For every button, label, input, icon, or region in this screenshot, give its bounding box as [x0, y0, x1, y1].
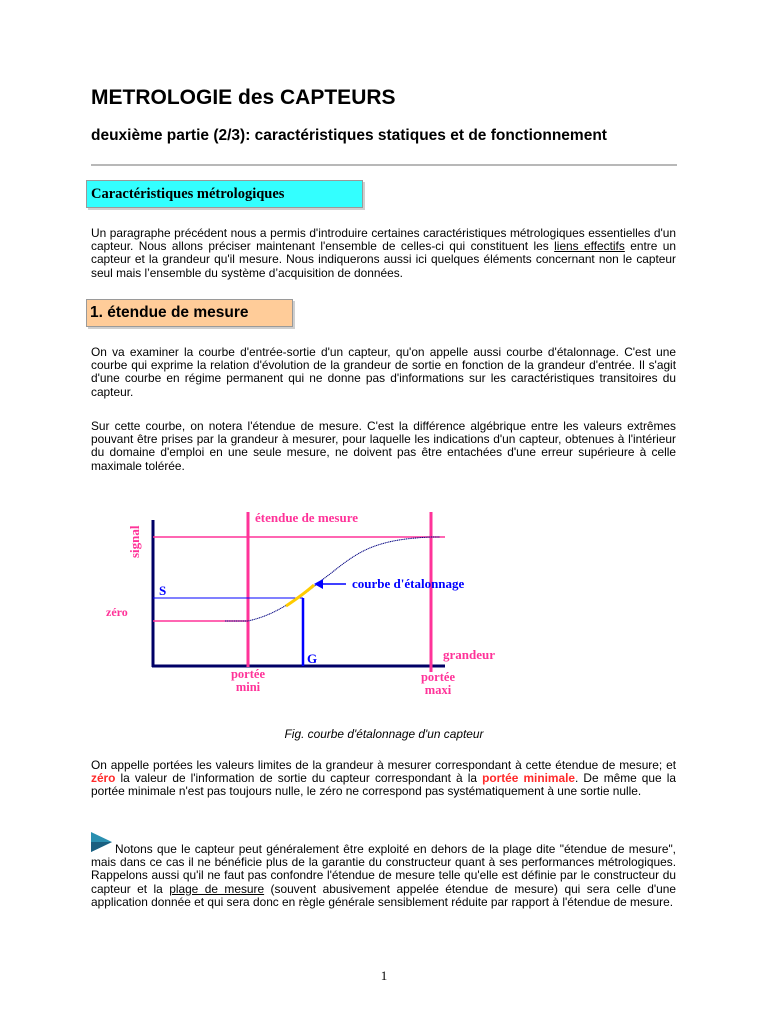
paragraph-courbe: On va examiner la courbe d'entrée-sortie d'un capteur, qu'on appelle aussi courbe d'étalonnage. C'est une courbe qui exprime la relation d'évolution de la grandeur de sortie en fonction de la grandeur d'entrée. Il s'agit d'une courbe en régime permanent qui ne donne pas d'informations sur les caractéristiques transitoires du capteur.	[91, 345, 676, 399]
note-paragraph: Notons que le capteur peut généralement être exploité en dehors de la plage dite "étendue de mesure", mais dans ce cas il ne bénéficie plus de la garantie du constructeur quant à ses performances métrologiques. Rappelons aussi qu'il ne faut pas confondre l'étendue de mesure telle qu'elle est définie par le constructeur du capteur et la plage de mesure (souvent abusivement appelée étendue de mesure) qui sera celle d'une application donnée et qui sera donc en règle générale sensiblement réduite par rapport à l'étendue de mesure.	[91, 842, 676, 909]
paragraph-portees: On appelle portées les valeurs limites de la grandeur à mesurer correspondant à cette étendue de mesure; et zéro la valeur de l'information de sortie du capteur correspondant à la portée minimale. De même que la portée minimale n'est pas toujours nulle, le zéro ne correspond pas systématiquement à une sortie nulle.	[91, 758, 676, 799]
portee-mini-label: portée	[230, 667, 266, 681]
horizontal-divider	[91, 164, 677, 166]
courbe-label: courbe d'étalonnage	[352, 576, 465, 591]
section-heading-etendue: 1. étendue de mesure	[86, 299, 293, 327]
section-heading-caracteristiques: Caractéristiques métrologiques	[86, 180, 363, 208]
portee-maxi-label: portée	[420, 670, 456, 684]
s-label: S	[159, 583, 167, 598]
portee-maxi-label-2: maxi	[424, 683, 452, 697]
page-number: 1	[380, 968, 388, 983]
portee-mini-label-2: mini	[235, 680, 261, 694]
zero-highlight: zéro	[91, 771, 116, 786]
liens-effectifs-link[interactable]: liens effectifs	[554, 239, 625, 254]
paragraph-etendue: Sur cette courbe, on notera l'étendue de mesure. C'est la différence algébrique entre les valeurs extrêmes pouvant être prises par la grandeur à mesurer, pour laquelle les indications d'un capteur, obtenues à l'intérieur du domaine d'emploi en une seule mesure, ne doivent pas être entachées d'une erreur supérieure à celle maximale tolérée.	[91, 419, 676, 473]
page-subtitle: deuxième partie (2/3): caractéristiques statiques et de fonctionnement	[91, 127, 607, 144]
portee-minimale-highlight: portée minimale	[482, 771, 576, 786]
signal-label: signal	[127, 525, 142, 558]
grandeur-label: grandeur	[443, 647, 495, 662]
g-label: G	[307, 651, 318, 666]
plage-de-mesure-link[interactable]: plage de mesure	[169, 881, 265, 896]
calibration-curve-figure	[100, 500, 550, 710]
figure-caption: Fig. courbe d'étalonnage d'un capteur	[284, 727, 484, 741]
curve-pointer-arrowhead	[314, 579, 323, 589]
intro-paragraph: Un paragraphe précédent nous a permis d'introduire certaines caractéristiques métrologiques essentielles d'un capteur. Nous allons préciser maintenant l'ensemble de celles-ci qui constituent les liens effectifs entre un capteur et la grandeur qu'il mesure. Nous indiquerons aussi ici quelques éléments concernant non le capteur seul mais l’ensemble du système d’acquisition de données.	[91, 226, 676, 280]
etendue-label: étendue de mesure	[255, 510, 359, 525]
curve-highlight	[286, 585, 314, 606]
zero-label: zéro	[106, 605, 128, 619]
page-title: METROLOGIE des CAPTEURS	[91, 86, 396, 109]
